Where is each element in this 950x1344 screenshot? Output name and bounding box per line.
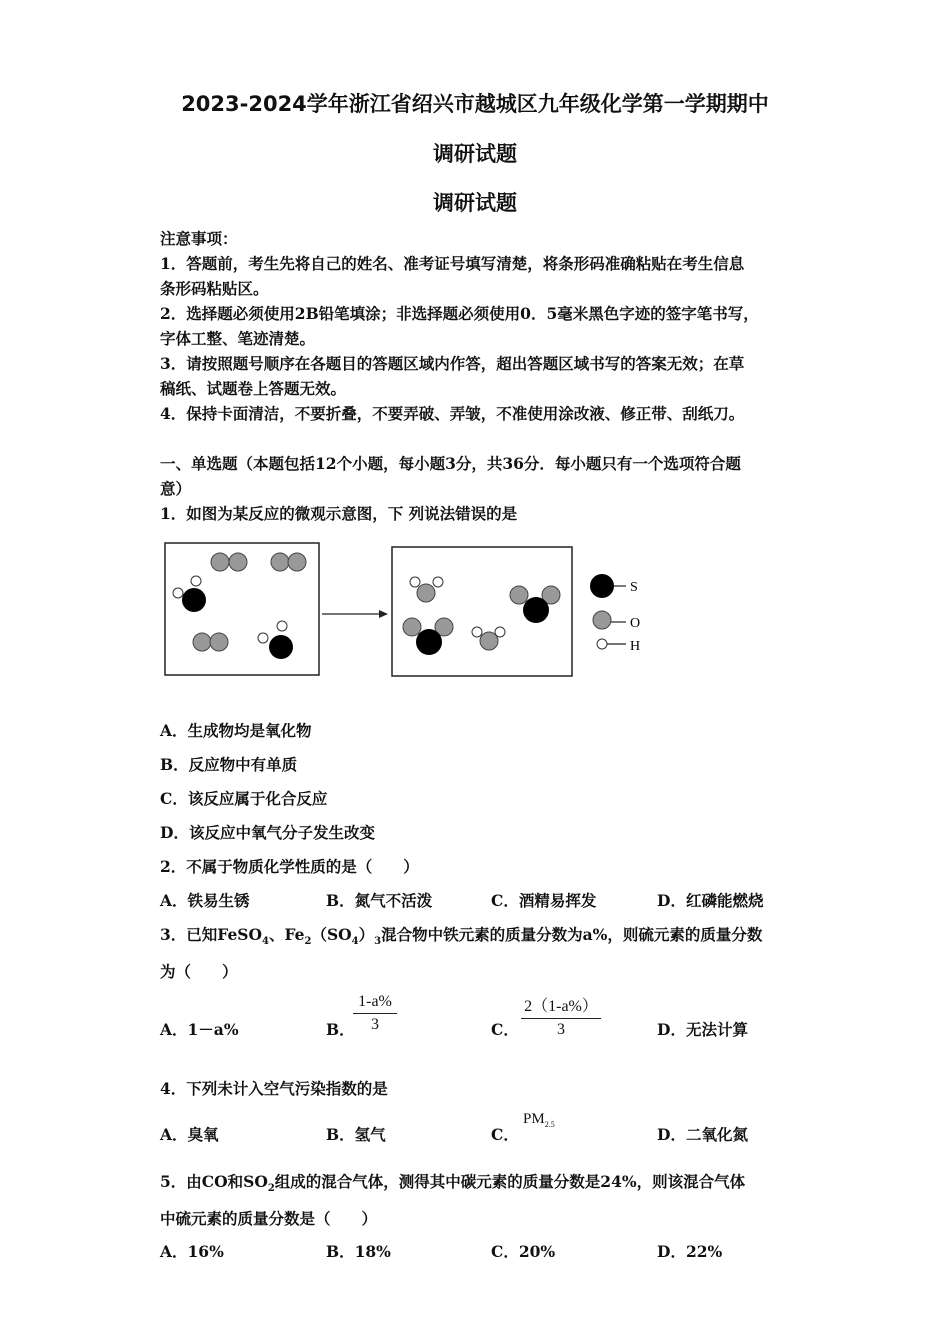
question-3-option-b-label: B． [326, 1020, 355, 1039]
page-title-line1: 2023-2024学年浙江省绍兴市越城区九年级化学第一学期期中 [181, 92, 769, 116]
notice-item: 1．答题前，考生先将自己的姓名、准考证号填写清楚，将条形码准确粘贴在考生信息 [160, 254, 745, 273]
notice-item: 2．选择题必须使用2B铅笔填涂；非选择题必须使用0．5毫米黑色字迹的签字笔书写， [160, 304, 759, 323]
question-3-stem-cont: 为（ ） [160, 962, 238, 981]
question-4-option-c-pm: $PM_{2.5}$ [523, 1111, 555, 1129]
question-1-stem: 1．如图为某反应的微观示意图，下 列说法错误的是 [160, 504, 518, 523]
sulfur-atom [416, 629, 442, 655]
question-3-option-c-fraction: $\frac{2(1-a\%)}{3}$ [521, 993, 601, 1039]
question-1-option-d: D．该反应中氧气分子发生改变 [160, 823, 375, 842]
question-5-option-c: C．20% [491, 1242, 556, 1261]
notice-heading: 注意事项： [160, 229, 238, 248]
sulfur-atom [182, 588, 206, 612]
legend-hydrogen-icon [597, 639, 607, 649]
oxygen-atom [510, 586, 528, 604]
sulfur-atom [269, 635, 293, 659]
section-heading-cont: 意） [160, 479, 192, 498]
notice-item: 条形码粘贴区。 [160, 279, 269, 298]
question-5-option-a: A．16% [160, 1242, 224, 1261]
question-3-stem: 3．已知FeSO$_4$、$Fe_2(SO_4)_3$混合物中铁元素的质量分数为a%，则硫元素的质量分数 [160, 925, 763, 948]
question-3-option-c-label: C． [491, 1020, 519, 1039]
question-1-option-a: A．生成物均是氧化物 [160, 721, 312, 740]
question-3-option-d: D．无法计算 [657, 1020, 748, 1039]
legend-h-label: H [630, 639, 641, 654]
oxygen-atom [271, 553, 289, 571]
question-5-stem-cont: 中硫元素的质量分数是（ ） [160, 1209, 378, 1228]
question-4-stem: 4．下列未计入空气污染指数的是 [160, 1079, 388, 1098]
oxygen-atom [210, 633, 228, 651]
oxygen-atom [229, 553, 247, 571]
oxygen-atom [403, 618, 421, 636]
question-5-option-d: D．22% [657, 1242, 723, 1261]
question-5-option-b: B．18% [326, 1242, 391, 1261]
oxygen-atom [417, 584, 435, 602]
legend-s-label: S [630, 580, 638, 595]
hydrogen-atom [472, 627, 482, 637]
section-heading: 一、单选题（本题包括12个小题，每小题3分，共36分．每小题只有一个选项符合题 [160, 454, 741, 473]
question-4-option-c-label: C． [491, 1125, 519, 1144]
question-4-option-d: D．二氧化氮 [657, 1125, 748, 1144]
oxygen-atom [193, 633, 211, 651]
question-2-option-c: C．酒精易挥发 [491, 891, 597, 910]
oxygen-atom [480, 632, 498, 650]
question-4-option-b: B．氢气 [326, 1125, 386, 1144]
legend-o-label: O [630, 616, 641, 631]
question-3-option-a: A．1－a% [160, 1020, 239, 1039]
sulfur-atom [523, 597, 549, 623]
hydrogen-atom [258, 633, 268, 643]
question-2-option-d: D．红磷能燃烧 [657, 891, 764, 910]
question-2-option-a: A．铁易生锈 [160, 891, 250, 910]
question-2-option-b: B．氮气不活泼 [326, 891, 433, 910]
question-1-option-c: C．该反应属于化合反应 [160, 789, 328, 808]
question-2-stem: 2．不属于物质化学性质的是（ ） [160, 857, 419, 876]
page-title-line3: 调研试题 [433, 191, 517, 215]
question-5-stem: 5．由CO和$SO_2$组成的混合气体，测得其中碳元素的质量分数是24%，则该混合气体 [160, 1172, 746, 1195]
arrow-icon [379, 610, 388, 618]
oxygen-atom [288, 553, 306, 571]
notice-item: 3．请按照题号顺序在各题目的答题区域内作答，超出答题区域书写的答案无效；在草 [160, 354, 745, 373]
notice-item: 4．保持卡面清洁，不要折叠，不要弄破、弄皱，不准使用涂改液、修正带、刮纸刀。 [160, 404, 745, 423]
notice-item: 字体工整、笔迹清楚。 [160, 329, 316, 348]
hydrogen-atom [277, 621, 287, 631]
question-4-option-a: A．臭氧 [160, 1125, 219, 1144]
notice-item: 稿纸、试题卷上答题无效。 [160, 379, 347, 398]
oxygen-atom [211, 553, 229, 571]
hydrogen-atom [410, 577, 420, 587]
hydrogen-atom [173, 588, 183, 598]
legend-oxygen-icon [593, 611, 611, 629]
question-1-option-b: B．反应物中有单质 [160, 755, 298, 774]
page-title-line2: 调研试题 [433, 142, 517, 166]
hydrogen-atom [191, 576, 201, 586]
question-3-option-b-fraction: $\frac{1-a\%}{3}$ [353, 993, 397, 1034]
legend-sulfur-icon [590, 574, 614, 598]
hydrogen-atom [433, 577, 443, 587]
